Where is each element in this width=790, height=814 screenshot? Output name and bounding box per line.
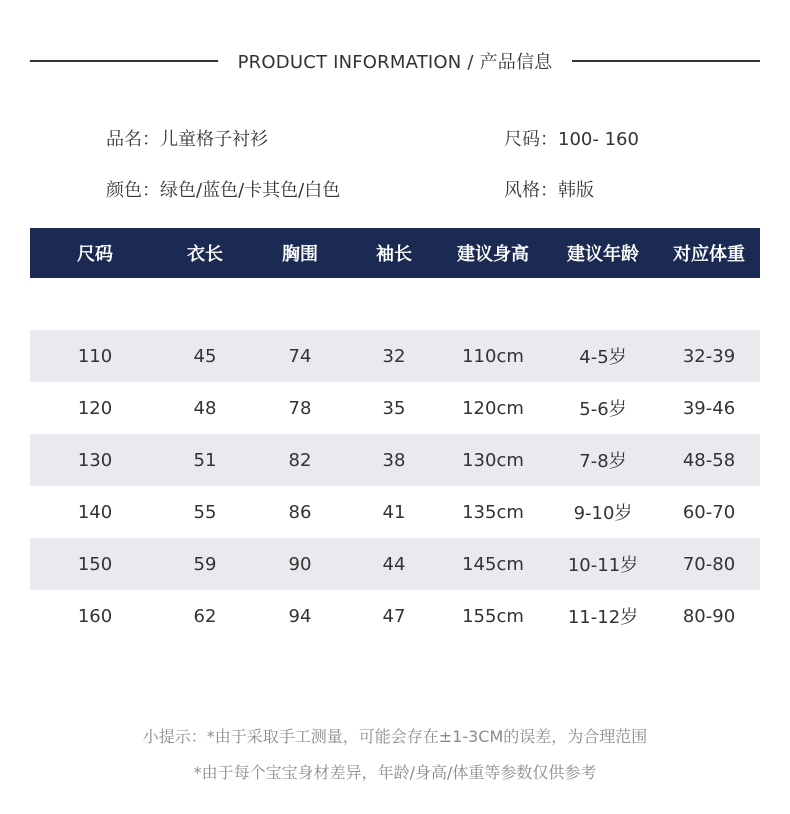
- column-header-age: 建议年龄: [567, 244, 639, 265]
- product-name: [106, 125, 268, 151]
- table-cell: 120: [77, 397, 113, 419]
- table-cell: 130cm: [462, 449, 524, 471]
- column-header-size: 尺码: [77, 244, 113, 265]
- table-cell: 55: [193, 501, 217, 523]
- table-cell: 60-70: [682, 501, 736, 523]
- table-row: [30, 382, 760, 434]
- table-cell: 130: [77, 449, 113, 471]
- size-range-value: 100- 160: [558, 129, 639, 150]
- product-colors: [106, 176, 340, 202]
- header-divider-right: [572, 60, 760, 62]
- table-cell: 94: [288, 605, 312, 627]
- table-cell: 48: [193, 397, 217, 419]
- table-row: [30, 486, 760, 538]
- table-row: [30, 590, 760, 642]
- table-cell: 41: [382, 501, 406, 523]
- product-style: [504, 176, 594, 202]
- table-cell: 32: [382, 345, 406, 367]
- table-cell: 82: [288, 449, 312, 471]
- table-cell: 39-46: [682, 397, 736, 419]
- table-cell: 90: [288, 553, 312, 575]
- product-name-label: 品名：: [106, 129, 160, 150]
- table-cell: 35: [382, 397, 406, 419]
- table-cell: 9-10岁: [573, 503, 633, 524]
- table-cell: 160: [77, 605, 113, 627]
- table-cell: 59: [193, 553, 217, 575]
- table-cell: 7-8岁: [579, 451, 627, 472]
- table-cell: 78: [288, 397, 312, 419]
- product-colors-value: 绿色/蓝色/卡其色/白色: [160, 180, 341, 201]
- product-name-value: 儿童格子衬衫: [160, 129, 268, 150]
- table-cell: 155cm: [462, 605, 524, 627]
- table-cell: 5-6岁: [579, 399, 627, 420]
- table-cell: 11-12岁: [567, 607, 639, 628]
- table-cell: 45: [193, 345, 217, 367]
- table-cell: 70-80: [682, 553, 736, 575]
- column-header-chest: 胸围: [282, 244, 318, 265]
- reference-disclaimer: *由于每个宝宝身材差异，年龄/身高/体重等参数仅供参考: [193, 763, 597, 782]
- table-row: [30, 434, 760, 486]
- table-cell: 32-39: [682, 345, 736, 367]
- product-style-label: 风格：: [504, 180, 558, 201]
- product-colors-label: 颜色：: [106, 180, 160, 201]
- column-header-length: 衣长: [187, 244, 223, 265]
- column-header-height: 建议身高: [457, 244, 529, 265]
- header-divider-left: [30, 60, 218, 62]
- table-cell: 48-58: [682, 449, 736, 471]
- table-cell: 10-11岁: [567, 555, 639, 576]
- table-row: [30, 538, 760, 590]
- table-cell: 110cm: [462, 345, 524, 367]
- table-cell: 120cm: [462, 397, 524, 419]
- table-cell: 80-90: [682, 605, 736, 627]
- size-range-label: 尺码：: [504, 129, 558, 150]
- size-range: [504, 125, 639, 151]
- table-cell: 86: [288, 501, 312, 523]
- table-cell: 47: [382, 605, 406, 627]
- table-cell: 150: [77, 553, 113, 575]
- column-header-weight: 对应体重: [673, 244, 745, 265]
- size-table-header: [30, 228, 760, 278]
- table-cell: 51: [193, 449, 217, 471]
- table-cell: 4-5岁: [579, 347, 627, 368]
- product-style-value: 韩版: [558, 180, 594, 201]
- table-row: [30, 330, 760, 382]
- size-table-body: [30, 330, 760, 642]
- table-cell: 135cm: [462, 501, 524, 523]
- table-cell: 62: [193, 605, 217, 627]
- table-cell: 110: [77, 345, 113, 367]
- measurement-tip: 小提示：*由于采取手工测量，可能会存在±1-3CM的误差，为合理范围: [142, 727, 648, 746]
- section-title: PRODUCT INFORMATION / 产品信息: [237, 52, 553, 73]
- table-cell: 74: [288, 345, 312, 367]
- section-header: [0, 44, 790, 78]
- table-cell: 145cm: [462, 553, 524, 575]
- column-header-sleeve: 袖长: [376, 244, 412, 265]
- table-cell: 140: [77, 501, 113, 523]
- table-cell: 38: [382, 449, 406, 471]
- table-cell: 44: [382, 553, 406, 575]
